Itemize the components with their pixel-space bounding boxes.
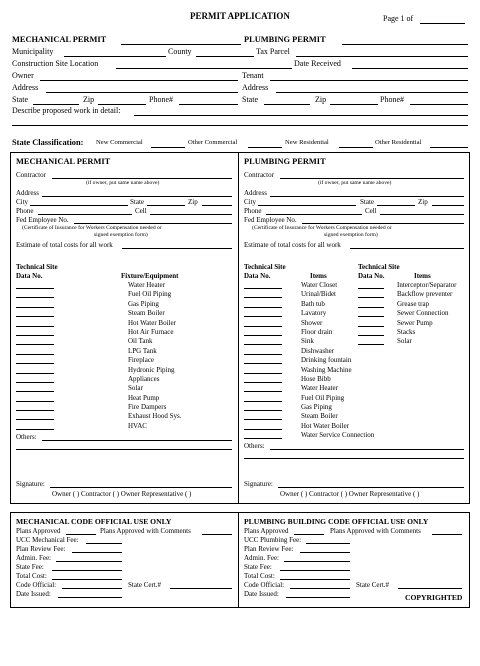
mech-zip-label: Zip [188,198,198,206]
plumb-cert-note-1: (Certificate of Insurance for Workers Compensation needed or [252,225,392,231]
mech-cell-field[interactable] [150,214,232,215]
mech-item: Water Heater [128,281,165,289]
plumb-address-field[interactable] [270,196,464,197]
mech-address-field[interactable] [42,196,232,197]
tax-parcel-field[interactable] [296,56,468,57]
tenant-address-label: Address [242,83,269,92]
plumb-item: Water Heater [301,384,338,393]
plumb-data-no-header: Data No. [244,272,271,280]
mech-fixture-header: Fixture/Equipment [121,272,179,280]
mech-item: Hydronic Piping [128,365,175,374]
plumb-city-field[interactable] [258,205,356,206]
construction-site-label: Construction Site Location [12,59,99,68]
mech-data-no-header: Data No. [16,272,43,280]
mech-others-field-2[interactable] [16,449,232,450]
plumb-total-field[interactable] [280,579,350,580]
plumb-items-header-2: Items [414,272,431,280]
plumb-item: Gas Piping [301,403,332,412]
plumb-item-2: Solar [397,337,412,346]
plumb-signature-field[interactable] [278,487,464,488]
mech-item: Oil Tank [128,337,153,346]
plumb-signature-label: Signature: [244,480,273,488]
plumb-ucc-fee-field[interactable] [306,543,350,544]
phone-label: Phone# [149,95,173,104]
plumb-item: Dishwasher [301,346,335,355]
mech-item: Steam Boiler [128,309,165,318]
plumb-item: Water Closet [301,281,338,289]
mech-permit-field[interactable] [121,44,241,45]
plumb-others-field-1[interactable] [270,449,464,450]
mech-address-label: Address [16,189,39,197]
mech-state-cert-field[interactable] [170,588,232,589]
plumb-item-2: Backflow preventer [397,290,453,299]
mech-cert-note-2: signed exemption form) [94,232,148,238]
plumb-item: Sink [301,337,314,346]
form-title: PERMIT APPLICATION [190,11,290,21]
mech-estimate-field[interactable] [122,248,232,249]
plumb-item: Lavatory [301,309,327,318]
plumb-permit-field[interactable] [342,44,468,45]
mech-state-label: State [130,198,144,206]
tenant-state-field[interactable] [264,104,310,105]
plumb-item: Hot Water Boiler [301,421,349,430]
plumb-contractor-label: Contractor [244,171,274,179]
plumb-data-no-header-2: Data No. [358,272,385,280]
plumb-code-official-field[interactable] [290,588,350,589]
mech-city-label: City [16,198,29,206]
mech-item: Gas Piping [128,299,159,308]
mech-tech-site-header: Technical Site [16,263,58,271]
municipality-label: Municipality [12,47,54,56]
state-class-new-residential: New Residential [285,139,329,146]
mech-others-field-1[interactable] [42,440,232,441]
plumb-fed-emp-label: Fed Employee No. [244,216,297,224]
plumb-item-2: Sewer Pump [397,318,433,327]
plumb-plans-approved-label: Plans Approved [244,527,289,535]
new-commercial-check[interactable] [151,147,185,148]
mech-admin-field[interactable] [56,561,122,562]
new-residential-check[interactable] [339,147,373,148]
plumb-state-fee-label: State Fee: [244,563,272,571]
tenant-zip-field[interactable] [330,104,378,105]
mech-item: Exhaust Hood Sys. [128,412,182,421]
mech-fed-emp-field[interactable] [74,223,232,224]
state-class-other-residential: Other Residential [375,139,422,146]
municipality-field[interactable] [64,56,166,57]
mech-total-label: Total Cost: [16,572,47,580]
mech-estimate-label: Estimate of total costs for all work [16,241,113,249]
plumb-date-issued-field[interactable] [286,597,350,598]
plumb-item: Steam Boiler [301,412,338,421]
mech-item: LPG Tank [128,346,157,355]
mech-phone-label: Phone [16,207,34,215]
owner-label: Owner [12,71,34,80]
construction-site-field[interactable] [116,68,292,69]
plumb-items-list-2 [397,282,456,348]
other-residential-check[interactable] [430,147,468,148]
plumb-cell-label: Cell [365,207,377,215]
mech-official-title: MECHANICAL CODE OFFICIAL USE ONLY [16,517,172,526]
plumb-sig-roles: Owner ( ) Contractor ( ) Owner Representative ( ) [280,490,420,498]
tenant-state-label: State [242,95,258,104]
mech-signature-label: Signature: [16,480,45,488]
plumb-zip-field[interactable] [432,205,464,206]
plumb-fed-emp-field[interactable] [302,223,464,224]
mech-phone-field[interactable] [38,214,132,215]
tenant-phone-label: Phone# [380,95,404,104]
mech-plan-review-field[interactable] [72,552,122,553]
state-field[interactable] [33,104,79,105]
state-class-label: State Classification: [12,138,84,147]
plumb-item: Washing Machine [301,365,352,374]
phone-field[interactable] [179,104,238,105]
plumb-owner-note: (if owner, put same name above) [318,180,392,186]
plumb-zip-label: Zip [418,198,428,206]
plumb-others-field-2[interactable] [244,458,464,459]
plumb-date-issued-label: Date Issued: [244,590,279,598]
plumb-ucc-fee-label: UCC Plumbing Fee: [244,536,302,544]
plumb-phone-field[interactable] [266,214,362,215]
plumb-code-official-label: Code Official: [244,581,285,589]
mech-plans-comments-field[interactable] [202,534,232,535]
plumb-cert-note-2: signed exemption form) [324,232,378,238]
mech-item: Heat Pump [128,393,160,402]
state-label: State [12,95,28,104]
copyright-label: COPYRIGHTED [405,593,463,602]
mech-others-label: Others: [16,433,37,441]
plumb-item-2: Interceptor/Separator [397,281,457,289]
plumb-address-label: Address [244,189,267,197]
plumb-item: Hose Bibb [301,374,331,383]
plumb-tech-site-header-2: Technical Site [358,263,400,271]
mech-cert-note-1: (Certificate of Insurance for Workers Compensation needed or [22,225,162,231]
describe-label: Describe proposed work in detail: [12,106,121,115]
mech-plans-approved-label: Plans Approved [16,527,61,535]
mech-date-issued-label: Date Issued: [16,590,51,598]
page-count-field[interactable] [420,23,465,24]
mech-item: Hot Air Furnace [128,327,174,336]
tax-parcel-label: Tax Parcel [256,47,290,56]
plumb-tech-site-header: Technical Site [244,263,286,271]
mech-state-field[interactable] [147,205,185,206]
plumb-state-label: State [360,198,374,206]
mech-state-fee-label: State Fee: [16,563,44,571]
mech-fixture-list [128,282,181,432]
plumb-plan-review-label: Plan Review Fee: [244,545,294,553]
mech-sig-roles: Owner ( ) Contractor ( ) Owner Representative ( ) [52,490,192,498]
plumb-phone-label: Phone [244,207,262,215]
mech-admin-label: Admin. Fee: [16,554,51,562]
tenant-zip-label: Zip [315,95,327,104]
zip-label: Zip [83,95,95,104]
plumb-plan-review-field[interactable] [300,552,350,553]
plumb-city-label: City [244,198,257,206]
tenant-phone-field[interactable] [410,104,468,105]
mech-contractor-field[interactable] [52,178,232,179]
plumb-section-title: PLUMBING PERMIT [244,157,326,166]
tenant-address-field[interactable] [276,92,468,93]
plumb-item: Urinal/Bidet [301,290,336,299]
mech-total-field[interactable] [52,579,122,580]
mech-code-official-label: Code Official: [16,581,57,589]
mech-data-blanks[interactable] [16,281,54,431]
plumb-cell-field[interactable] [380,214,464,215]
plumb-plans-comments-label: Plans Approved with Comments [330,527,421,535]
mech-plans-approved-field[interactable] [66,534,96,535]
plumb-state-cert-field[interactable] [398,588,462,589]
plumb-item: Drinking fountain [301,356,352,365]
plumb-contractor-field[interactable] [280,178,464,179]
mech-state-cert-label: State Cert.# [128,581,162,589]
mech-city-field[interactable] [30,205,128,206]
plumb-data-blanks-2[interactable] [358,281,384,347]
plumb-others-label: Others: [244,442,265,450]
plumb-permit-heading: PLUMBING PERMIT [244,35,326,44]
date-received-field[interactable] [352,68,468,69]
county-field[interactable] [196,56,254,57]
plumb-item-2: Sewer Connection [397,309,449,318]
page-label: Page 1 of [383,14,414,23]
zip-field[interactable] [98,104,146,105]
mech-zip-field[interactable] [202,205,232,206]
plumb-item: Floor drain [301,327,333,336]
plumb-estimate-label: Estimate of total costs for all work [244,241,341,249]
plumb-state-cert-label: State Cert.# [356,581,390,589]
mech-plans-comments-label: Plans Approved with Comments [100,527,191,535]
plumb-item: Bath tub [301,299,325,308]
mech-state-fee-field[interactable] [52,570,122,571]
describe-field-2[interactable] [12,125,468,126]
mech-contractor-label: Contractor [16,171,46,179]
date-received-label: Date Received [294,59,341,68]
plumb-items-header: Items [310,272,327,280]
plumb-item: Fuel Oil Piping [301,393,345,402]
official-divider [238,512,239,608]
other-commercial-check[interactable] [248,147,282,148]
mech-permit-heading: MECHANICAL PERMIT [12,35,107,44]
mech-owner-note: (if owner, put same name above) [86,180,160,186]
state-class-other-commercial: Other Commercial [188,139,238,146]
mech-item: HVAC [128,421,147,430]
plumb-item: Water Service Connection [301,431,375,440]
mech-plan-review-label: Plan Review Fee: [16,545,66,553]
plumb-item-2: Grease trap [397,299,430,308]
mech-cell-label: Cell [135,207,147,215]
plumb-total-label: Total Cost: [244,572,275,580]
mech-ucc-fee-field[interactable] [86,543,122,544]
owner-field[interactable] [40,80,238,81]
mech-item: Solar [128,384,143,393]
permit-divider [238,152,239,504]
plumb-admin-label: Admin. Fee: [244,554,279,562]
tenant-label: Tenant [242,71,264,80]
describe-field-1[interactable] [134,115,468,116]
mech-item: Fireplace [128,356,155,365]
address-label: Address [12,83,39,92]
mech-ucc-fee-label: UCC Mechanical Fee: [16,536,79,544]
plumb-data-blanks[interactable] [244,281,282,441]
mech-item: Fuel Oil Piping [128,290,172,299]
plumb-admin-field[interactable] [284,561,350,562]
tenant-field[interactable] [270,80,468,81]
state-class-new-commercial: New Commercial [96,139,143,146]
plumb-state-field[interactable] [377,205,415,206]
address-field[interactable] [46,92,238,93]
mech-fed-emp-label: Fed Employee No. [16,216,69,224]
plumb-item-2: Stacks [397,327,416,336]
plumb-item: Shower [301,318,323,327]
mech-item: Appliances [128,374,160,383]
plumb-plans-approved-field[interactable] [294,534,324,535]
mech-section-title: MECHANICAL PERMIT [16,157,111,166]
mech-code-official-field[interactable] [62,588,122,589]
county-label: County [168,47,192,56]
plumb-state-fee-field[interactable] [280,570,350,571]
mech-signature-field[interactable] [50,487,232,488]
mech-item: Fire Dampers [128,403,167,412]
plumb-estimate-field[interactable] [350,248,464,249]
plumb-official-title: PLUMBING BUILDING CODE OFFICIAL USE ONLY [244,517,429,526]
mech-item: Hot Water Boiler [128,318,176,327]
plumb-plans-comments-field[interactable] [432,534,462,535]
mech-date-issued-field[interactable] [58,597,122,598]
